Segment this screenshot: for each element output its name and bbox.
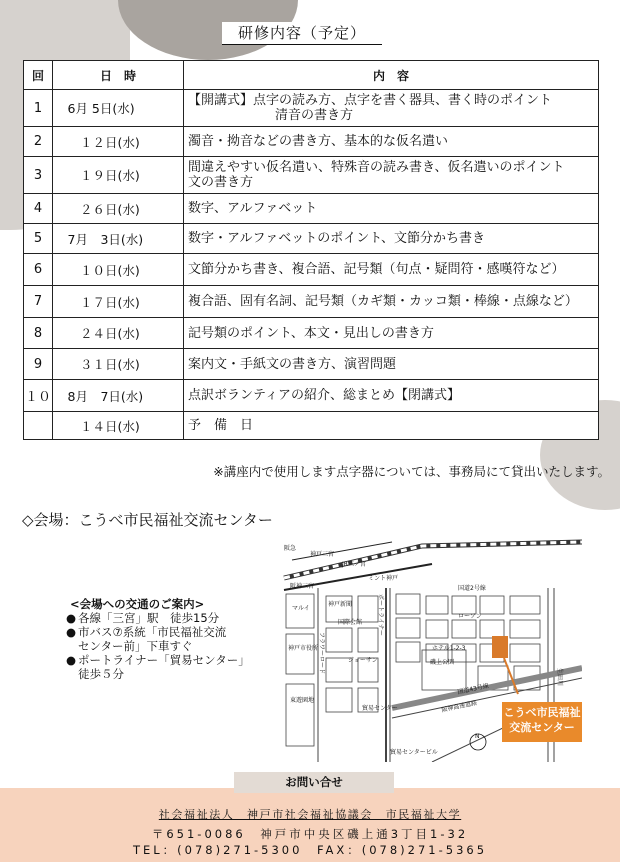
label-kokudo43: 国道43号線 bbox=[456, 682, 490, 696]
label-mint: ミント神戸 bbox=[368, 575, 399, 582]
row-content-line: 記号類のポイント、本文・見出しの書き方 bbox=[188, 325, 434, 341]
venue-heading: ◇会場：こうべ市民福祉交流センター bbox=[22, 511, 273, 529]
bullet-icon: ● bbox=[66, 653, 77, 667]
row-content-line: 濁音・拗音などの書き方、基本的な仮名遣い bbox=[188, 134, 449, 149]
bullet-icon bbox=[66, 667, 78, 681]
row-content-line: 点訳ボランティアの紹介、総まとめ【閉講式】 bbox=[188, 388, 460, 403]
row-content-line: 文の書き方 bbox=[188, 175, 254, 190]
venue-map-label bbox=[502, 702, 582, 742]
label-kokusai: 国際会館 bbox=[338, 619, 363, 626]
row-number: 1 bbox=[24, 90, 53, 127]
row-date: ２４日(水) bbox=[53, 318, 184, 349]
row-date: ３１日(水) bbox=[53, 349, 184, 380]
row-content bbox=[184, 90, 599, 127]
row-date: 7月 3日(水) bbox=[53, 224, 184, 254]
label-tokyu: 東遊園地 bbox=[290, 697, 315, 704]
access-item-text: 市バス⑦系統「市民福祉交流 bbox=[78, 625, 227, 639]
row-content bbox=[184, 318, 599, 349]
access-title: <会場への交通のご案内> bbox=[70, 597, 205, 611]
row-date: 6月 5日(水) bbox=[53, 90, 184, 127]
access-info bbox=[66, 597, 276, 681]
row-content bbox=[184, 127, 599, 157]
table-row bbox=[24, 349, 599, 380]
bullet-icon: ● bbox=[66, 625, 77, 639]
label-kokudo2: 国道2号線 bbox=[458, 585, 486, 592]
row-number bbox=[24, 412, 53, 440]
label-hanshin: 阪神三宮 bbox=[290, 583, 315, 590]
access-item bbox=[66, 639, 276, 653]
venue-building-marker bbox=[492, 636, 508, 658]
row-date: ２６日(水) bbox=[53, 194, 184, 224]
row-content-line: 数字・アルファベットのポイント、文節分かち書き bbox=[188, 231, 486, 246]
access-item-text: ポートライナー「貿易センター」 bbox=[78, 653, 250, 667]
row-content bbox=[184, 349, 599, 380]
label-boeki-building: 貿易センタービル bbox=[390, 749, 438, 756]
row-content-line: 文節分かち書き、複合語、記号類（句点・疑問符・感嘆符など） bbox=[188, 262, 565, 277]
row-number: 4 bbox=[24, 194, 53, 224]
label-hotel123: ホテル1-2-3 bbox=[432, 645, 466, 652]
venue-map-label-line1: こうべ市民福祉 bbox=[503, 706, 581, 719]
footer-phone-fax: TEL：(078)271-5300 FAX：(078)271-5365 bbox=[132, 843, 488, 857]
row-number: 5 bbox=[24, 224, 53, 254]
access-item-text: 各線「三宮」駅 徒歩15分 bbox=[78, 611, 220, 625]
row-number: 2 bbox=[24, 127, 53, 157]
bullet-icon bbox=[66, 639, 78, 653]
label-jyosan: ジョーサン bbox=[348, 657, 378, 664]
label-hanshin-kosoku: 阪神高速道路 bbox=[440, 699, 478, 714]
footer-organization: 社会福祉法人 神戸市社会福祉協議会 市民福祉大学 bbox=[158, 808, 462, 821]
header-content: 内 容 bbox=[184, 61, 599, 90]
venue-map-label-line2: 交流センター bbox=[509, 721, 575, 734]
table-header-row bbox=[24, 61, 599, 90]
table-row bbox=[24, 194, 599, 224]
row-number: 8 bbox=[24, 318, 53, 349]
footer-address: 〒651-0086 神戸市中央区磯上通3丁目1-32 bbox=[151, 827, 469, 841]
row-content bbox=[184, 194, 599, 224]
row-content bbox=[184, 412, 599, 440]
row-number: 3 bbox=[24, 157, 53, 194]
label-ikutagawa: 生田川 bbox=[556, 668, 563, 687]
label-jr-sannomiya: JR三ノ宮 bbox=[342, 561, 366, 568]
row-date: １９日(水) bbox=[53, 157, 184, 194]
table-row bbox=[24, 90, 599, 127]
row-date: １４日(水) bbox=[53, 412, 184, 440]
table-row bbox=[24, 380, 599, 412]
row-number: 6 bbox=[24, 254, 53, 286]
header-date: 日 時 bbox=[53, 61, 184, 90]
schedule-body bbox=[24, 90, 599, 440]
table-row bbox=[24, 254, 599, 286]
label-flower-road: フラワーロード bbox=[318, 632, 325, 675]
access-item bbox=[66, 611, 276, 625]
row-number: 7 bbox=[24, 286, 53, 318]
table-row bbox=[24, 157, 599, 194]
row-content-line: 予 備 日 bbox=[188, 418, 254, 433]
table-row bbox=[24, 286, 599, 318]
table-row bbox=[24, 224, 599, 254]
row-date: 8月 7日(水) bbox=[53, 380, 184, 412]
label-park: 磯上公園 bbox=[430, 659, 455, 666]
row-content-line: 間違えやすい仮名遣い、特殊音の読み書き、仮名遣いのポイント bbox=[188, 160, 565, 175]
row-number: １０ bbox=[24, 380, 53, 412]
label-port-liner: ポートライナー bbox=[377, 594, 384, 636]
label-hankyu: 阪急 bbox=[284, 545, 297, 552]
bullet-icon: ● bbox=[66, 611, 77, 625]
label-boeki-center: 貿易センター bbox=[362, 705, 398, 712]
contact-tab: お問い合せ bbox=[234, 772, 394, 793]
page-title: 研修内容（予定） bbox=[222, 22, 382, 45]
header-no: 回 bbox=[24, 61, 53, 90]
lending-note: ※講座内で使用します点字器については、事務局にて貸出いたします。 bbox=[213, 464, 610, 479]
label-kobe-sannomiya: 神戸三宮 bbox=[310, 551, 335, 558]
label-shiyakusho: 神戸市役所 bbox=[288, 645, 319, 652]
row-content-line: 数字、アルファベット bbox=[188, 201, 318, 216]
label-lawson: ローソン bbox=[458, 613, 482, 620]
row-content bbox=[184, 254, 599, 286]
row-date: １７日(水) bbox=[53, 286, 184, 318]
schedule-table bbox=[23, 60, 599, 440]
access-list bbox=[66, 611, 276, 681]
row-content bbox=[184, 224, 599, 254]
row-content bbox=[184, 157, 599, 194]
access-item bbox=[66, 653, 276, 667]
north-label: N bbox=[475, 733, 480, 740]
row-content-line: 清音の書き方 bbox=[275, 108, 354, 123]
table-row bbox=[24, 318, 599, 349]
row-content-line: 案内文・手紙文の書き方、演習問題 bbox=[188, 356, 397, 372]
table-row bbox=[24, 412, 599, 440]
row-content-line: 【開講式】点字の読み方、点字を書く器具、書く時のポイント bbox=[188, 93, 553, 108]
row-content-line: 複合語、固有名詞、記号類（カギ類・カッコ類・棒線・点線など） bbox=[188, 294, 578, 309]
table-row bbox=[24, 127, 599, 157]
access-item bbox=[66, 667, 276, 681]
access-item-text: センター前」下車すぐ bbox=[78, 639, 193, 653]
access-item-text: 徒歩５分 bbox=[78, 667, 124, 681]
row-date: １２日(水) bbox=[53, 127, 184, 157]
row-content bbox=[184, 380, 599, 412]
access-item bbox=[66, 625, 276, 639]
label-kobe-shinbun: 神戸新聞 bbox=[328, 601, 353, 608]
row-content bbox=[184, 286, 599, 318]
label-marui: マルイ bbox=[292, 605, 310, 612]
row-date: １０日(水) bbox=[53, 254, 184, 286]
row-number: 9 bbox=[24, 349, 53, 380]
